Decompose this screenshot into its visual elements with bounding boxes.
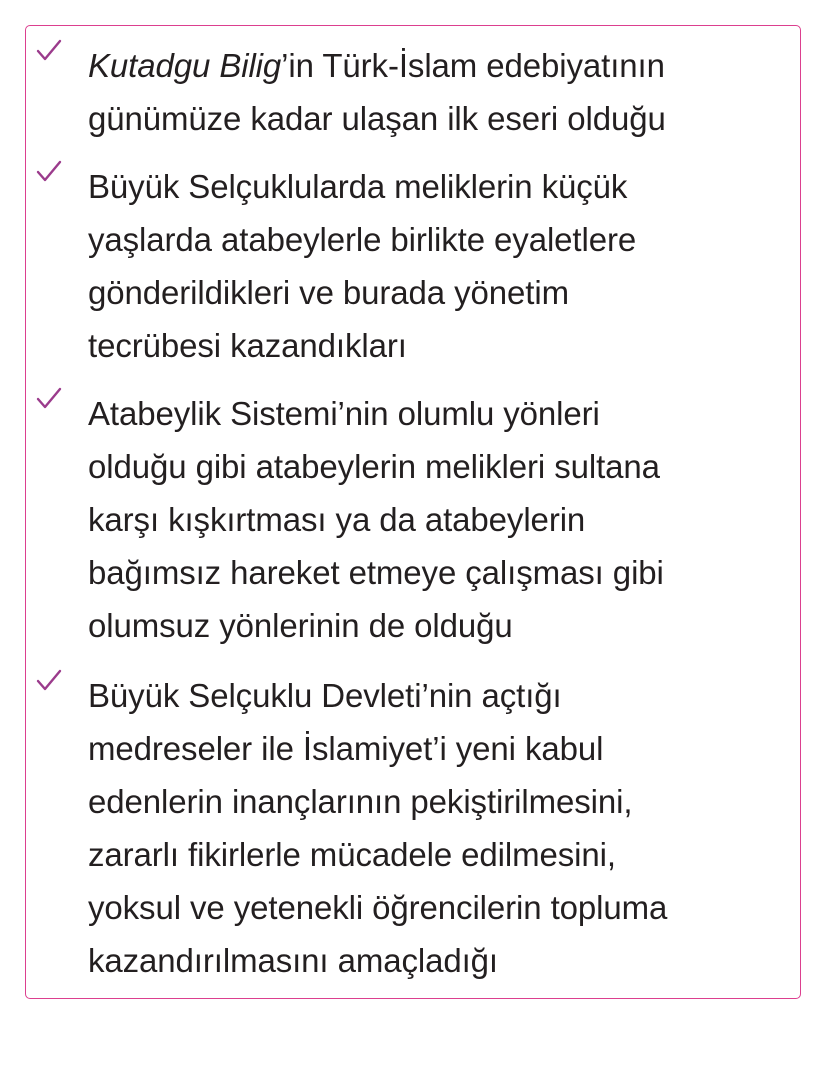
content-box bbox=[25, 25, 801, 999]
item-line: olduğu gibi atabeylerin melikleri sultana bbox=[88, 448, 660, 485]
item-text bbox=[88, 160, 788, 372]
checkmark-icon bbox=[34, 383, 64, 413]
item-line: günümüze kadar ulaşan ilk eseri olduğu bbox=[88, 100, 666, 137]
item-line: yoksul ve yetenekli öğrencilerin topluma bbox=[88, 889, 668, 926]
item-line: Atabeylik Sistemi’nin olumlu yönleri bbox=[88, 395, 600, 432]
item-line: medreseler ile İslamiyet’i yeni kabul bbox=[88, 730, 604, 767]
item-line: zararlı fikirlerle mücadele edilmesini, bbox=[88, 836, 616, 873]
item-text bbox=[88, 39, 788, 145]
item-line: ’in Türk-İslam edebiyatının bbox=[281, 47, 665, 84]
checkmark-icon bbox=[34, 35, 64, 65]
item-text bbox=[88, 387, 788, 652]
book-title: Kutadgu Bilig bbox=[88, 47, 282, 84]
item-line: olumsuz yönlerinin de olduğu bbox=[88, 607, 513, 644]
item-line: tecrübesi kazandıkları bbox=[88, 327, 407, 364]
checkmark-icon bbox=[34, 156, 64, 186]
item-line: edenlerin inançlarının pekiştirilmesini, bbox=[88, 783, 633, 820]
item-line: bağımsız hareket etmeye çalışması gibi bbox=[88, 554, 664, 591]
item-line: gönderildikleri ve burada yönetim bbox=[88, 274, 569, 311]
item-line: karşı kışkırtması ya da atabeylerin bbox=[88, 501, 586, 538]
item-line: Büyük Selçuklularda meliklerin küçük bbox=[88, 168, 628, 205]
checkmark-icon bbox=[34, 665, 64, 695]
item-line: yaşlarda atabeylerle birlikte eyaletlere bbox=[88, 221, 637, 258]
item-line: kazandırılmasını amaçladığı bbox=[88, 942, 498, 979]
item-line: Büyük Selçuklu Devleti’nin açtığı bbox=[88, 677, 562, 714]
item-text bbox=[88, 669, 788, 987]
